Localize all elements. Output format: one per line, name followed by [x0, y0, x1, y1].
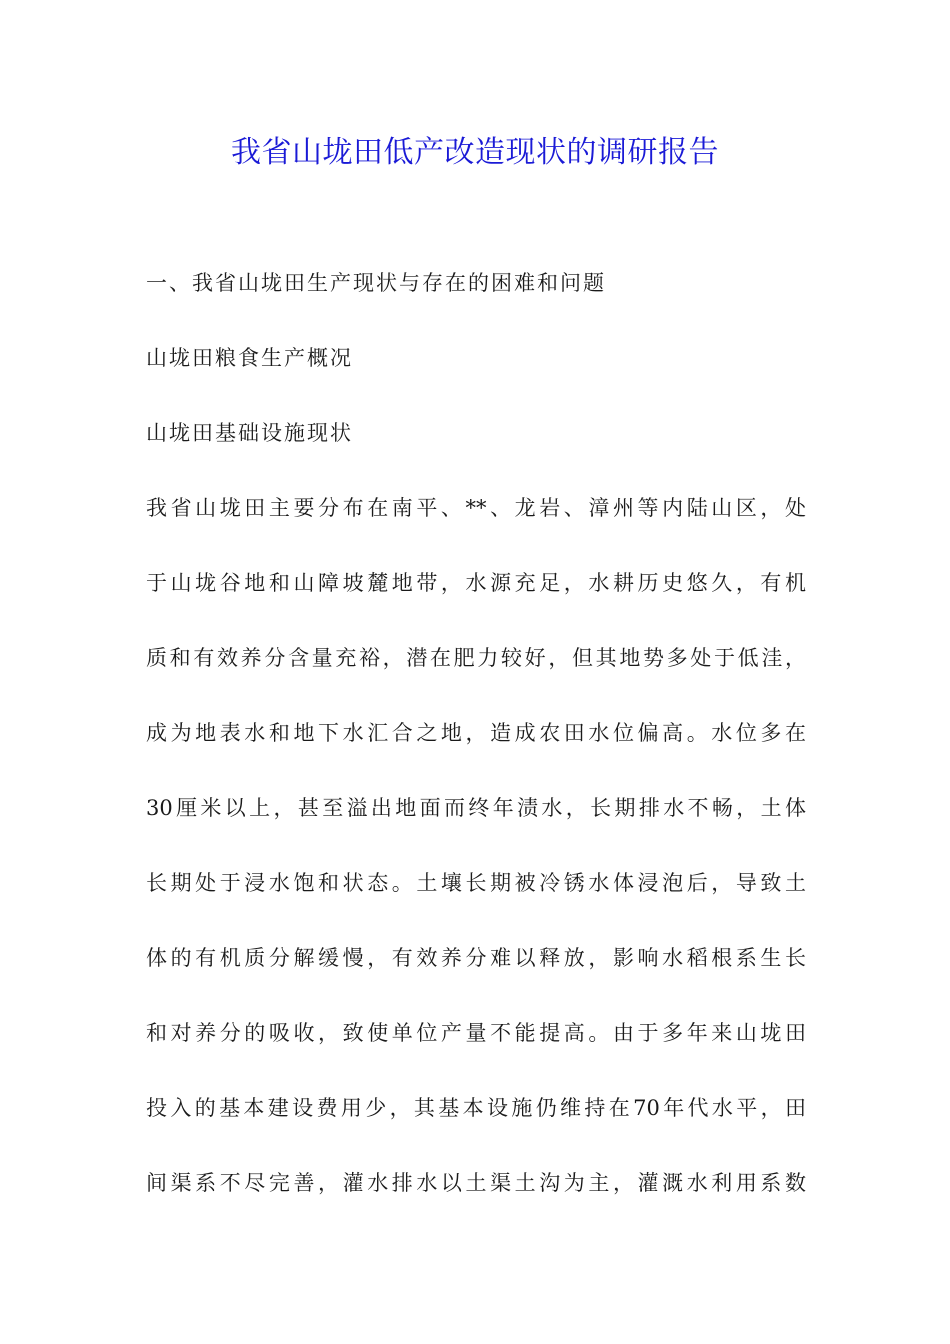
section-heading: 一、我省山垅田生产现状与存在的困难和问题	[146, 271, 606, 295]
body-line: 质和有效养分含量充裕，潜在肥力较好，但其地势多处于低洼，	[146, 646, 806, 670]
body-line: 长期处于浸水饱和状态。土壤长期被冷锈水体浸泡后，导致土	[146, 871, 806, 895]
body-line: 30厘米以上，甚至溢出地面而终年渍水，长期排水不畅，土体	[146, 796, 806, 820]
body-line: 间渠系不尽完善，灌水排水以土渠土沟为主，灌溉水利用系数	[146, 1171, 806, 1195]
subsection-heading: 山垅田基础设施现状	[146, 421, 353, 445]
body-line: 于山垅谷地和山障坡麓地带，水源充足，水耕历史悠久，有机	[146, 571, 806, 595]
body-line: 和对养分的吸收，致使单位产量不能提高。由于多年来山垅田	[146, 1021, 806, 1045]
body-line: 体的有机质分解缓慢，有效养分难以释放，影响水稻根系生长	[146, 946, 806, 970]
body-line: 我省山垅田主要分布在南平、**、龙岩、漳州等内陆山区，处	[146, 496, 806, 520]
subsection-heading: 山垅田粮食生产概况	[146, 346, 353, 370]
body-line: 投入的基本建设费用少，其基本设施仍维持在70年代水平，田	[146, 1096, 806, 1120]
body-line: 成为地表水和地下水汇合之地，造成农田水位偏高。水位多在	[146, 721, 806, 745]
document-title: 我省山垅田低产改造现状的调研报告	[231, 135, 719, 170]
